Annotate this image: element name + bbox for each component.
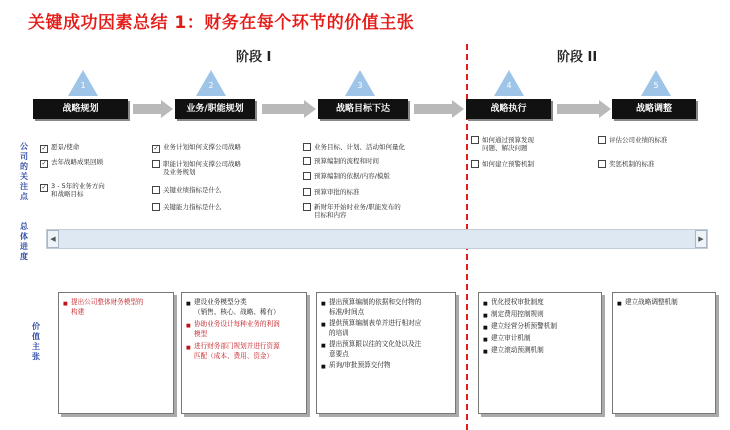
focus-item <box>40 143 79 153</box>
focus-item <box>303 172 390 181</box>
stage-number: 1 <box>80 81 86 90</box>
focus-item-text: 新财年开始时业务/职能发布的 目标和内容 <box>314 203 401 219</box>
focus-item-text: 如何建立预警机制 <box>482 160 534 168</box>
value-item <box>482 333 598 343</box>
value-box-1 <box>58 292 174 414</box>
value-item-text: 提出预算编制的依据和交付物的 标准/时间点 <box>329 298 422 316</box>
side-label-focus: 公司的关注点 <box>20 142 28 201</box>
stage-2-marker <box>196 70 226 96</box>
focus-item-text: 去年战略成果回顾 <box>51 158 103 166</box>
bullet-icon: ■ <box>483 325 488 331</box>
value-item <box>320 339 452 359</box>
stage-4-marker <box>494 70 524 96</box>
checked-box-icon: ✓ <box>41 184 47 191</box>
focus-item-text: 业务目标、计划、活动如何量化 <box>314 143 405 151</box>
value-item <box>482 297 598 307</box>
stage-1-bar: 战略规划 <box>33 99 128 119</box>
stage-5-marker <box>641 70 671 96</box>
focus-item-text: 预算编制的依据/内容/模版 <box>314 172 390 180</box>
value-item <box>62 297 170 317</box>
stage-4-bar: 战略执行 <box>466 99 551 119</box>
stage-number: 3 <box>357 81 363 90</box>
bullet-icon: ■ <box>321 301 326 307</box>
checked-box-icon: ✓ <box>41 145 47 152</box>
value-item-text: 建设业务模型分类 （销售、核心、战略、稀有） <box>194 298 280 316</box>
checkbox-icon <box>598 160 606 168</box>
focus-item-text: 业务计划如何支撑公司战略 <box>163 143 241 151</box>
focus-item <box>152 143 241 153</box>
value-item-text: 提出预算跟以往的文化处以及注 意要点 <box>329 340 422 358</box>
bullet-icon: ■ <box>483 337 488 343</box>
stage-3-marker <box>345 70 375 96</box>
value-item <box>185 341 303 361</box>
focus-item <box>471 136 534 152</box>
checkbox-icon <box>303 172 311 180</box>
bullet-icon: ■ <box>321 364 326 370</box>
stage-arrow <box>262 100 316 118</box>
checkbox-icon <box>303 203 311 211</box>
bullet-icon: ■ <box>483 313 488 319</box>
bullet-icon: ■ <box>186 345 191 351</box>
focus-item-text: 评估公司业绩的标准 <box>609 136 668 144</box>
stage-arrow <box>414 100 464 118</box>
focus-item <box>303 203 401 219</box>
value-item <box>320 318 452 338</box>
value-item-text: 进行财务部门规划并进行资源 匹配（成本、费用、资金） <box>194 342 280 360</box>
checked-box-icon: ✓ <box>41 160 47 167</box>
bullet-icon: ■ <box>483 349 488 355</box>
stage-1-marker <box>68 70 98 96</box>
scroll-right-button[interactable]: ▶ <box>695 230 707 248</box>
value-item-text: 提出公司整体财务模型的 构建 <box>71 298 144 316</box>
value-item-text: 优化授权审批制度 <box>491 298 544 306</box>
value-item-text: 提供预算编制表单并进行相对应 的培训 <box>329 319 422 337</box>
stage-number: 4 <box>506 81 512 90</box>
focus-item <box>40 182 105 198</box>
stage-arrow <box>133 100 173 118</box>
value-item-text: 建立滚动预测机制 <box>491 346 544 354</box>
value-item-text: 建立战略调整机制 <box>625 298 678 306</box>
value-item-text: 质询/审批预算交付物 <box>329 361 391 369</box>
bullet-icon: ■ <box>321 343 326 349</box>
stage-number: 2 <box>208 81 214 90</box>
value-box-3 <box>316 292 456 414</box>
focus-item-text: 愿景/使命 <box>51 143 80 151</box>
focus-item <box>471 160 534 169</box>
value-item-text: 制定费用控制规则 <box>491 310 544 318</box>
value-item <box>320 297 452 317</box>
phase-1-label: 阶段 I <box>236 50 272 65</box>
focus-item-text: 3 - 5年的业务方向 和战略目标 <box>51 182 105 198</box>
progress-scrollbar[interactable] <box>46 229 708 249</box>
scroll-left-button[interactable]: ◀ <box>47 230 59 248</box>
checkbox-icon <box>303 188 311 196</box>
checkbox-icon <box>303 143 311 151</box>
value-item <box>320 360 452 370</box>
checkbox-icon <box>152 160 160 168</box>
checkbox-icon <box>471 136 479 144</box>
focus-item <box>303 143 405 152</box>
bullet-icon: ■ <box>186 323 191 329</box>
value-item <box>482 321 598 331</box>
value-item <box>185 319 303 339</box>
focus-item-text: 如何通过预算发现 问题、解决问题 <box>482 136 534 152</box>
bullet-icon: ■ <box>617 301 622 307</box>
stage-number: 5 <box>653 81 659 90</box>
stage-2-bar: 业务/职能规划 <box>175 99 255 119</box>
focus-item-text: 职能计划如何支撑公司战略 及业务规划 <box>163 160 241 176</box>
value-item-text: 建立审计机制 <box>491 334 531 342</box>
focus-item-text: 关键业绩指标是什么 <box>163 186 222 194</box>
focus-item-text: 预算编制的流程和时间 <box>314 157 379 165</box>
stage-5-bar: 战略调整 <box>612 99 696 119</box>
focus-item <box>152 203 222 212</box>
checkbox-icon <box>471 160 479 168</box>
value-item <box>482 309 598 319</box>
value-item <box>616 297 712 307</box>
value-box-5 <box>612 292 716 414</box>
focus-item <box>152 160 241 176</box>
checked-box-icon: ✓ <box>153 145 159 152</box>
focus-item-text: 预算审批的标准 <box>314 188 360 196</box>
bullet-icon: ■ <box>186 301 191 307</box>
bullet-icon: ■ <box>63 301 68 307</box>
checkbox-icon <box>152 186 160 194</box>
stage-3-bar: 战略目标下达 <box>318 99 408 119</box>
phase-2-label: 阶段 II <box>557 50 598 65</box>
side-label-progress: 总体进度 <box>20 222 28 261</box>
bullet-icon: ■ <box>321 322 326 328</box>
focus-item <box>598 160 655 169</box>
bullet-icon: ■ <box>483 301 488 307</box>
focus-item <box>303 188 360 197</box>
value-item <box>185 297 303 317</box>
value-box-2 <box>181 292 307 414</box>
value-item-text: 协助业务设计每种业务的利润 模型 <box>194 320 280 338</box>
value-item <box>482 345 598 355</box>
focus-item <box>303 157 379 166</box>
focus-item-text: 关键能力指标是什么 <box>163 203 222 211</box>
value-box-4 <box>478 292 602 414</box>
checkbox-icon <box>598 136 606 144</box>
focus-item <box>40 158 103 168</box>
focus-item <box>152 186 222 195</box>
focus-item-text: 奖惩机制的标准 <box>609 160 655 168</box>
stage-arrow <box>557 100 611 118</box>
page-title: 关键成功因素总结 1：财务在每个环节的价值主张 <box>28 13 415 33</box>
side-label-value: 价值主张 <box>32 322 40 361</box>
checkbox-icon <box>303 157 311 165</box>
focus-item <box>598 136 668 145</box>
value-item-text: 建立经营分析预警机制 <box>491 322 557 330</box>
checkbox-icon <box>152 203 160 211</box>
